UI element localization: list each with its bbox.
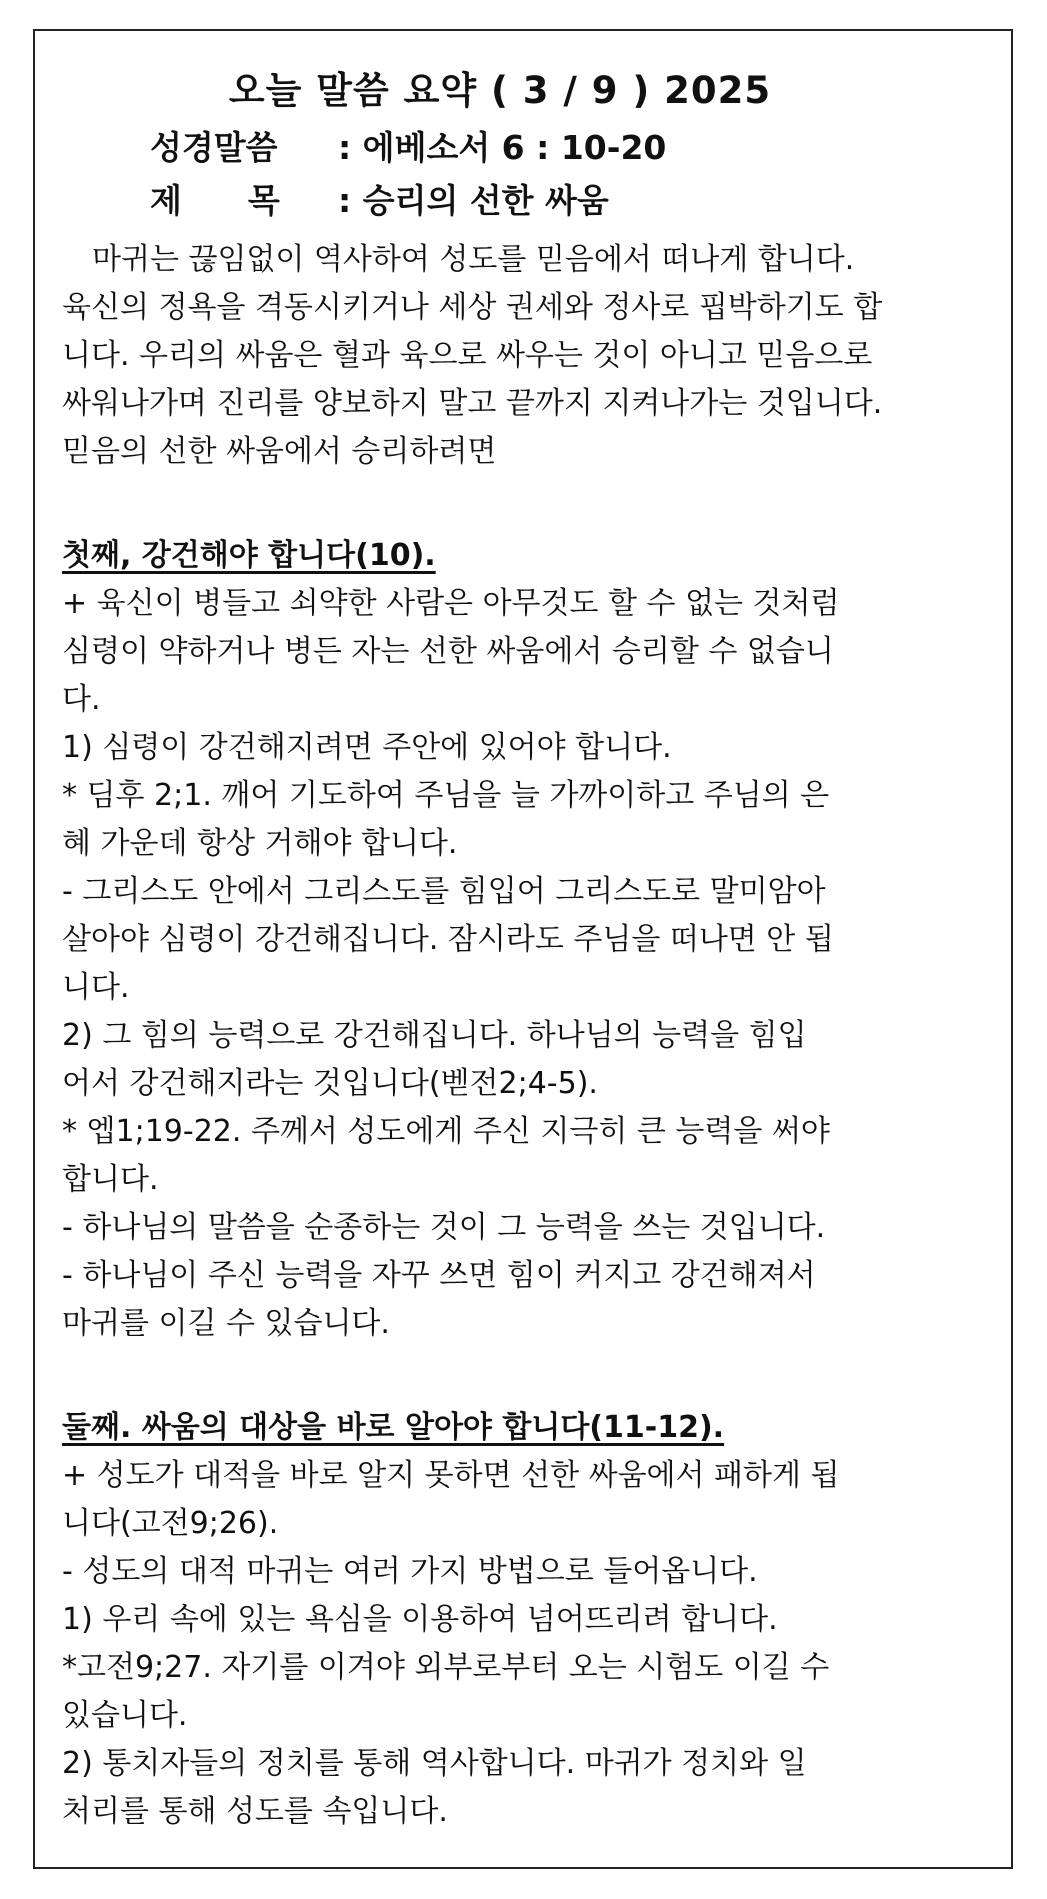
body-line: 2) 통치자들의 정치를 통해 역사합니다. 마귀가 정치와 일 bbox=[62, 1746, 807, 1781]
scripture-row bbox=[150, 122, 666, 169]
body-line: 1) 심령이 강건해지려면 주안에 있어야 합니다. bbox=[62, 730, 672, 765]
body-line: 혜 가운데 항상 거해야 합니다. bbox=[62, 826, 458, 861]
subject-label: 제 목 bbox=[150, 181, 280, 220]
body-line: 니다. bbox=[62, 970, 130, 1005]
section-heading-first: 첫째, 강건해야 합니다(10). bbox=[62, 538, 436, 573]
subject-value: : 승리의 선한 싸움 bbox=[338, 181, 609, 220]
page-title: 오늘 말씀 요약 ( 3 / 9 ) 2025 bbox=[228, 69, 772, 112]
body-line: - 하나님이 주신 능력을 자꾸 쓰면 힘이 커지고 강건해져서 bbox=[62, 1258, 816, 1293]
scripture-value: : 에베소서 6 : 10-20 bbox=[338, 128, 667, 167]
body-line: + 육신이 병들고 쇠약한 사람은 아무것도 할 수 없는 것처럼 bbox=[62, 586, 840, 621]
body-line: 니다(고전9;26). bbox=[62, 1506, 279, 1541]
body-line: 1) 우리 속에 있는 욕심을 이용하여 넘어뜨리려 합니다. bbox=[62, 1602, 778, 1637]
body-line: * 딤후 2;1. 깨어 기도하여 주님을 늘 가까이하고 주님의 은 bbox=[62, 778, 830, 813]
body-line: 마귀를 이길 수 있습니다. bbox=[62, 1306, 390, 1341]
section-heading-second: 둘째. 싸움의 대상을 바로 알아야 합니다(11-12). bbox=[62, 1410, 725, 1445]
body-line: 있습니다. bbox=[62, 1698, 188, 1733]
body-line: + 성도가 대적을 바로 알지 못하면 선한 싸움에서 패하게 됩 bbox=[62, 1458, 840, 1493]
body-line: 육신의 정욕을 격동시키거나 세상 권세와 정사로 핍박하기도 합 bbox=[62, 290, 883, 325]
body-line: - 하나님의 말씀을 순종하는 것이 그 능력을 쓰는 것입니다. bbox=[62, 1210, 826, 1245]
body-line: 믿음의 선한 싸움에서 승리하려면 bbox=[62, 434, 497, 469]
body-line: 심령이 약하거나 병든 자는 선한 싸움에서 승리할 수 없습니 bbox=[62, 634, 834, 669]
body-line: *고전9;27. 자기를 이겨야 외부로부터 오는 시험도 이길 수 bbox=[62, 1650, 830, 1685]
body-line: * 엡1;19-22. 주께서 성도에게 주신 지극히 큰 능력을 써야 bbox=[62, 1114, 830, 1149]
body-line: 2) 그 힘의 능력으로 강건해집니다. 하나님의 능력을 힘입 bbox=[62, 1018, 807, 1053]
body-line: 니다. 우리의 싸움은 혈과 육으로 싸우는 것이 아니고 믿음으로 bbox=[62, 338, 873, 373]
body-line: 마귀는 끊임없이 역사하여 성도를 믿음에서 떠나게 합니다. bbox=[62, 242, 855, 277]
body-line: 싸워나가며 진리를 양보하지 말고 끝까지 지켜나가는 것입니다. bbox=[62, 386, 883, 421]
body-line: 살아야 심령이 강건해집니다. 잠시라도 주님을 떠나면 안 됩 bbox=[62, 922, 834, 957]
body-line: - 성도의 대적 마귀는 여러 가지 방법으로 들어옵니다. bbox=[62, 1554, 758, 1589]
body-line: 처리를 통해 성도를 속입니다. bbox=[62, 1794, 448, 1829]
subject-row bbox=[150, 175, 609, 222]
body-line: 합니다. bbox=[62, 1162, 159, 1197]
body-line: 어서 강건해지라는 것입니다(벧전2;4-5). bbox=[62, 1066, 598, 1101]
body-line: 다. bbox=[62, 682, 101, 717]
body-line: - 그리스도 안에서 그리스도를 힘입어 그리스도로 말미암아 bbox=[62, 874, 826, 909]
scripture-label: 성경말씀 bbox=[150, 128, 278, 167]
